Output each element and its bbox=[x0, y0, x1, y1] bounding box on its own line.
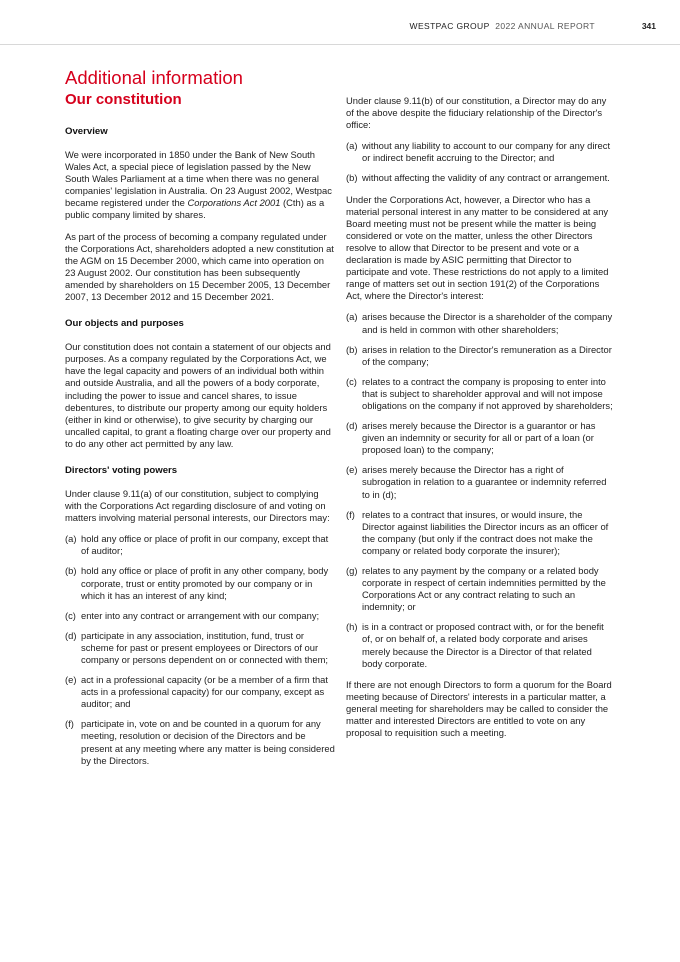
list-item-label: (f) bbox=[346, 508, 355, 520]
list-item-text: act in a professional capacity (or be a member of a firm that acts in a professional capacity) for our company, except as auditor; and bbox=[81, 674, 328, 710]
list-item-label: (e) bbox=[346, 464, 358, 476]
list-item-label: (c) bbox=[65, 609, 76, 621]
brand-name: WESTPAC GROUP bbox=[409, 21, 490, 31]
list-item-label: (d) bbox=[65, 629, 77, 641]
quorum-paragraph: If there are not enough Directors to form a quorum for the Board meeting because of Directors' interests in a particular matter, a general meeting for shareholders may be called to consider the matter and interested Directors are entitled to vote on any proposal to requisition such a meeting. bbox=[346, 678, 612, 739]
list-item-text: is in a contract or proposed contract with, or for the benefit of, or on behalf of, a related body corporate and arises merely because the Director is a Director of that related body corporate. bbox=[362, 621, 604, 669]
overview-paragraph-2: As part of the process of becoming a company regulated under the Corporations Act, shareholders adopted a new constitution at the AGM on 15 December 2000, which came into operation on 23 August 2002. Our constitution has been subsequently amended by shareholders on 15 December 2005, 13 December 2007, 13 December 2012 and 15 December 2021. bbox=[65, 230, 334, 303]
objects-heading: Our objects and purposes bbox=[65, 318, 184, 330]
left-column bbox=[65, 66, 335, 776]
objects-paragraph: Our constitution does not contain a statement of our objects and purposes. As a company regulated by the Corporations Act, we have the legal capacity and powers of an individual both within and outside Australia, and all the powers of a body corporate, including the power to issue and cancel shares, to issue debentures, to distribute our property among our equity holders (either in kind or otherwise), to give security by charging our uncalled capital, to grant a floating charge over our property and to do any other act permitted by any law. bbox=[65, 341, 331, 449]
list-item-text: arises because the Director is a shareholder of the company and is held in common with other shareholders; bbox=[362, 311, 613, 335]
list-item bbox=[346, 621, 614, 669]
list-item-text: hold any office or place of profit in our company, except that of auditor; bbox=[81, 533, 329, 557]
list-item bbox=[65, 610, 335, 622]
section-subtitle: Our constitution bbox=[65, 91, 182, 108]
list-item-text: enter into any contract or arrangement with our company; bbox=[81, 609, 320, 621]
list-item-label: (a) bbox=[346, 140, 358, 152]
list-item-text: relates to a contract that insures, or would insure, the Director against liabilities the Director incurs as an officer of the company (but only if the contract does not make the company or related body corporate the insurer); bbox=[362, 508, 609, 556]
list-item-label: (h) bbox=[346, 621, 358, 633]
list-item-label: (g) bbox=[346, 565, 358, 576]
overview-p1-text-a: We were incorporated in 1850 under the Bank of New South Wales Act, a special piece of legislation passed by the New South Wales Parliament at a time when there was no general companies' legislation in Australia. On 23 August 2002, Westpac became registered under the bbox=[65, 149, 332, 209]
list-item-text: without affecting the validity of any contract or arrangement. bbox=[362, 172, 610, 184]
clause-911b-paragraph: Under clause 9.11(b) of our constitution, a Director may do any of the above despite the fiduciary relationship of the Director's office: bbox=[346, 95, 607, 131]
list-item-label: (b) bbox=[65, 565, 77, 577]
voting-intro: Under clause 9.11(a) of our constitution, subject to complying with the Corporations Act regarding disclosure of and voting on matters involving material personal interests, our Directors may: bbox=[65, 487, 330, 524]
fiduciary-list bbox=[346, 140, 614, 184]
list-item-text: arises merely because the Director is a guarantor or has given an indemnity or security for all or part of a loan (or proposed loan) to the company; bbox=[362, 420, 596, 456]
overview-heading: Overview bbox=[65, 126, 108, 137]
list-item bbox=[346, 464, 614, 500]
list-item-text: arises merely because the Director has a right of subrogation in relation to a guarantee or indemnity referred to in (d); bbox=[362, 464, 607, 500]
list-item bbox=[65, 630, 335, 666]
list-item bbox=[346, 172, 614, 184]
corporations-act-paragraph: Under the Corporations Act, however, a Director who has a material personal interest in any matter to be considered at any Board meeting must not be present while the matter is being considered or vote on the matter, unless the other Directors resolve to allow that Director to be present and vote or a declaration is made by ASIC permitting that Director to participate and vote. These restrictions do not apply to a limited range of matters set out in section 191(2) of the Corporations Act, where the Director's interest: bbox=[346, 193, 609, 302]
list-item-label: (a) bbox=[346, 311, 358, 323]
list-item bbox=[65, 533, 335, 557]
list-item-label: (a) bbox=[65, 533, 77, 545]
list-item-text: arises in relation to the Director's remuneration as a Director of the company; bbox=[362, 343, 612, 367]
list-item-label: (c) bbox=[346, 375, 357, 387]
section-title: Additional information bbox=[65, 67, 243, 88]
overview-p1-text-b: (Cth) as a public company limited by shares. bbox=[65, 197, 325, 221]
page-header bbox=[0, 0, 680, 45]
list-item-text: participate in any association, institution, fund, trust or scheme for past or present employees or Directors of our company or persons dependent on or connected with them; bbox=[81, 629, 329, 665]
list-item-text: hold any office or place of profit in any other company, body corporate, trust or entity promoted by our company or in which it has an interest of any kind; bbox=[81, 565, 329, 601]
list-item-text: relates to any payment by the company or a related body corporate in respect of certain indemnities permitted by the Corporations Act or any contract relating to such an indemnity; or bbox=[362, 565, 606, 613]
list-item bbox=[65, 565, 335, 601]
list-item bbox=[346, 311, 614, 335]
list-item-label: (d) bbox=[346, 420, 358, 432]
list-item bbox=[346, 509, 614, 557]
list-item bbox=[346, 565, 614, 613]
list-item bbox=[65, 674, 335, 710]
list-item bbox=[65, 718, 335, 766]
list-item bbox=[346, 140, 614, 164]
voting-powers-list bbox=[65, 533, 335, 767]
report-title: 2022 ANNUAL REPORT bbox=[495, 21, 595, 31]
list-item-label: (b) bbox=[346, 343, 358, 355]
list-item-label: (e) bbox=[65, 674, 77, 686]
overview-paragraph-1 bbox=[65, 149, 335, 222]
list-item bbox=[346, 344, 614, 368]
list-item-label: (b) bbox=[346, 172, 358, 184]
list-item-text: without any liability to account to our company for any direct or indirect benefit accruing to the Director; and bbox=[362, 140, 611, 164]
right-column bbox=[346, 95, 614, 748]
list-item-text: participate in, vote on and be counted in a quorum for any meeting, resolution or decision of the Directors and be present at any meeting where any matter is being considered by the Directors. bbox=[81, 718, 335, 766]
list-item bbox=[346, 376, 614, 412]
list-item-label: (f) bbox=[65, 718, 74, 730]
list-item-text: relates to a contract the company is proposing to enter into that is subject to shareholder approval and will not impose obligations on the company if not approved by shareholders; bbox=[362, 375, 613, 411]
act-name: Corporations Act 2001 bbox=[187, 197, 281, 209]
voting-heading: Directors' voting powers bbox=[65, 464, 178, 476]
page-number: 341 bbox=[641, 21, 656, 31]
running-header bbox=[410, 21, 595, 31]
section-191-list bbox=[346, 311, 614, 669]
list-item bbox=[346, 420, 614, 456]
